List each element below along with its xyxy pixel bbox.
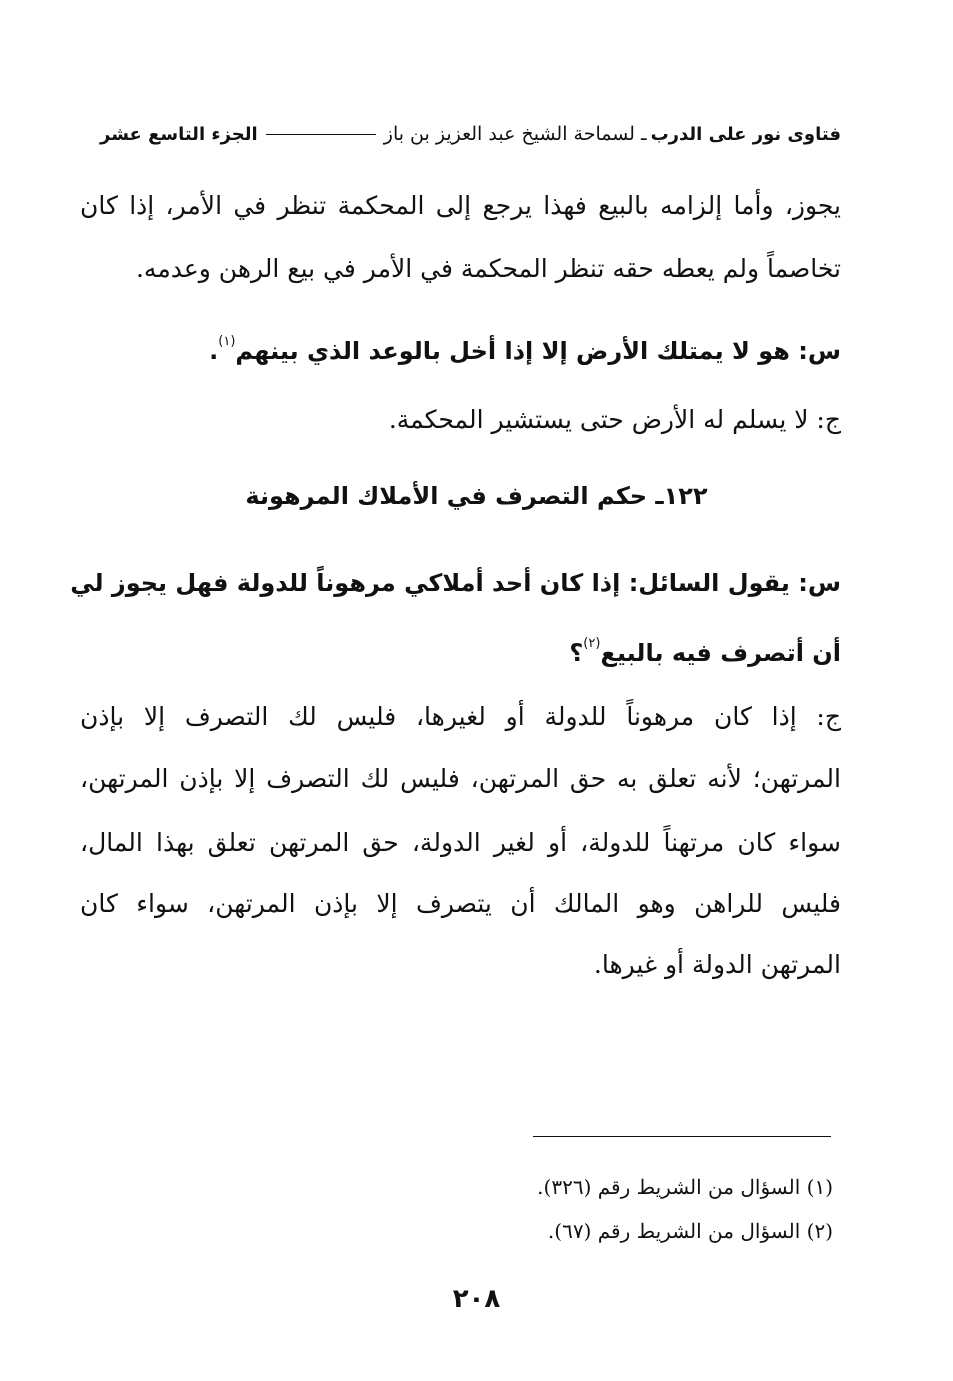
question-2-line (569, 624, 841, 667)
answer-2-line: المرتهن؛ لأنه تعلق به حق المرتهن، فليس لك التصرف إلا بإذن المرتهن، (80, 764, 841, 793)
question-2-text: أن أتصرف فيه بالبيع (600, 639, 841, 667)
running-header (100, 118, 841, 150)
header-part: الجزء التاسع عشر (100, 123, 258, 145)
answer-2-line: سواء كان مرتهناً للدولة، أو لغير الدولة، حق المرتهن تعلق بهذا المال، (80, 828, 841, 857)
paragraph-line: تخاصماً ولم يعطه حقه تنظر المحكمة في الأمر في بيع الرهن وعدمه. (135, 254, 841, 283)
question-1-end: . (209, 337, 219, 365)
header-rule (266, 134, 376, 135)
footnote-separator (533, 1136, 831, 1137)
answer-2-line: فليس للراهن وهو المالك أن يتصرف إلا بإذن المرتهن، سواء كان (80, 889, 841, 918)
footnote-ref-2[interactable]: (٢) (583, 636, 601, 651)
question-1 (209, 322, 841, 365)
footnote-2: (٢) السؤال من الشريط رقم (٦٧). (547, 1219, 833, 1243)
section-heading: ١٢٢ـ حكم التصرف في الأملاك المرهونة (245, 482, 708, 510)
footnote-ref-1[interactable]: (١) (218, 334, 236, 349)
question-2-end: ؟ (569, 639, 584, 667)
answer-1: ج: لا يسلم له الأرض حتى يستشير المحكمة. (388, 405, 841, 434)
header-book-title: فتاوى نور على الدرب (650, 123, 841, 145)
answer-2-line: ج: إذا كان مرهوناً للدولة أو لغيرها، فليس لك التصرف إلا بإذن (80, 702, 841, 731)
paragraph-line: يجوز، وأما إلزامه بالبيع فهذا يرجع إلى المحكمة تنظر في الأمر، إذا كان (80, 191, 841, 220)
header-author: ـ لسماحة الشيخ عبد العزيز بن باز (383, 123, 647, 145)
question-1-text: س: هو لا يمتلك الأرض إلا إذا أخل بالوعد الذي بينهم (235, 337, 841, 365)
page-number: ٢٠٨ (452, 1284, 501, 1314)
footnote-1: (١) السؤال من الشريط رقم (٣٢٦). (537, 1175, 833, 1199)
question-2-line: س: يقول السائل: إذا كان أحد أملاكي مرهوناً للدولة فهل يجوز لي (70, 569, 841, 597)
answer-2-line: المرتهن الدولة أو غيرها. (593, 950, 841, 979)
